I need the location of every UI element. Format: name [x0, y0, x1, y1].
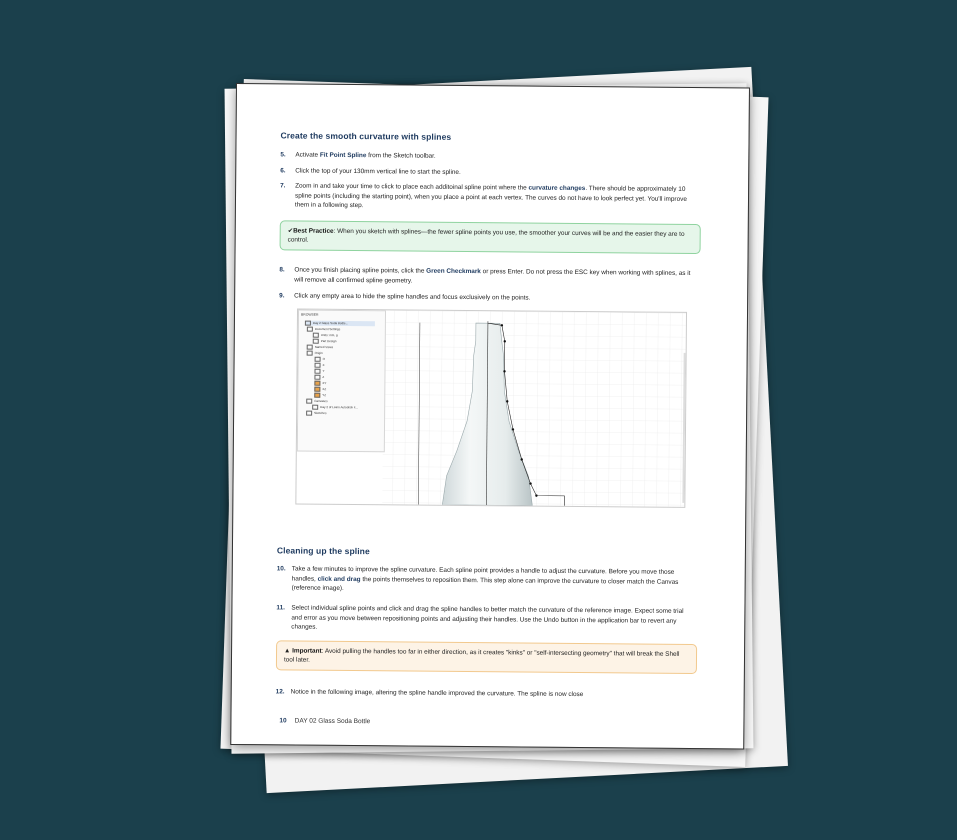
- browser-item[interactable]: Z: [314, 375, 324, 380]
- step-emphasis: Green Checkmark: [426, 267, 481, 276]
- document-page: [231, 84, 749, 748]
- browser-item[interactable]: Origin: [307, 351, 323, 356]
- browser-item[interactable]: Sketches: [306, 411, 326, 416]
- step-text: or press Enter. Do not press the ESC key when working with splines, as it will remove all confirmed spline geometry.: [294, 268, 691, 285]
- step-text: Click the top of your 130mm vertical line to start the spline.: [295, 167, 461, 176]
- step-10: [277, 564, 692, 596]
- page-footer: [279, 717, 370, 725]
- step-text: Once you finish placing spline points, click the: [294, 266, 427, 275]
- step-7: [280, 181, 695, 213]
- step-text: Click any empty area to hide the spline handles and focus exclusively on the points.: [294, 292, 531, 302]
- page-number: 10: [279, 717, 287, 725]
- step-number: 10.: [276, 565, 286, 573]
- step-text: Zoom in and take your time to click to place each additoinal spline point where the: [295, 182, 529, 192]
- section-title: Cleaning up the spline: [276, 545, 370, 557]
- browser-item[interactable]: Canvases: [306, 399, 327, 404]
- browser-item[interactable]: Day 2 of Learn Autodesk F...: [312, 405, 358, 410]
- browser-item[interactable]: XY: [314, 381, 326, 386]
- step-number: 8.: [279, 266, 285, 274]
- browser-item[interactable]: Document Settings: [307, 327, 340, 332]
- browser-panel[interactable]: [297, 310, 386, 453]
- callout-label: Important: [292, 647, 322, 655]
- best-practice-callout: [280, 220, 701, 254]
- important-callout: [276, 640, 697, 674]
- footer-text: DAY 02 Glass Soda Bottle: [294, 717, 371, 726]
- step-9: [279, 291, 694, 304]
- step-number: 9.: [279, 292, 285, 300]
- step-text: Notice in the following image, altering the spline handle improved the curvature. The spline is now close: [290, 688, 584, 699]
- callout-text: : Avoid pulling the handles too far in either direction, as it creates "kinks" or "self-intersecting geometry" that will break the Shell tool later.: [283, 647, 680, 664]
- step-number: 12.: [275, 688, 285, 696]
- step-text: Select individual spline points and click and drag the spline handles to better match the curvature of the reference image. Expect some trial and error as you move between repositioning points and adjusting their handles. Use the Undo button in the application bar to revert any changes.: [291, 604, 684, 631]
- browser-item[interactable]: Units: mm, g: [313, 333, 338, 338]
- callout-label: Best Practice: [293, 227, 334, 235]
- step-number: 5.: [280, 151, 286, 159]
- browser-item[interactable]: Day 2 Glass Soda Bottle...: [305, 321, 375, 327]
- step-text: . There should be approximately 10 spline points (including the starting point), when you place a point at each vertex. The curves do not have to look perfect yet. You'll improve them in a following step.: [294, 185, 687, 210]
- browser-item[interactable]: X: [315, 363, 325, 368]
- browser-item[interactable]: YZ: [314, 393, 326, 398]
- browser-item[interactable]: Part Design: [313, 339, 337, 344]
- browser-item[interactable]: Y: [314, 369, 324, 374]
- checkmark-icon: ✔: [287, 227, 294, 235]
- browser-item[interactable]: Named Views: [307, 345, 333, 350]
- step-12: [276, 687, 691, 700]
- step-11: [276, 603, 691, 635]
- fusion-screenshot: [295, 309, 687, 508]
- step-emphasis: Fit Point Spline: [319, 151, 367, 160]
- callout-text: : When you sketch with splines—the fewer spline points you use, the smoother your curves will be and the easier they are to control.: [287, 227, 685, 244]
- step-text: from the Sketch toolbar.: [366, 152, 436, 160]
- browser-title: BROWSER: [300, 312, 319, 317]
- step-emphasis: curvature changes: [528, 184, 586, 193]
- step-number: 6.: [280, 167, 286, 175]
- section-title: Create the smooth curvature with splines: [280, 130, 452, 142]
- step-text: Activate: [295, 151, 320, 159]
- step-text: the points themselves to reposition them. This step alone can improve the curvature to closer match the Canvas (reference image).: [291, 575, 679, 592]
- step-emphasis: click and drag: [317, 575, 361, 583]
- step-8: [279, 265, 694, 288]
- step-6: [280, 166, 695, 179]
- browser-item[interactable]: O: [315, 357, 325, 362]
- warning-icon: ▲: [284, 647, 291, 655]
- browser-item[interactable]: XZ: [314, 387, 326, 392]
- step-number: 11.: [276, 604, 285, 612]
- step-text: Take a few minutes to improve the spline curvature. Each spline point provides a handle to adjust the curvature. Before you move those handles,: [291, 565, 675, 583]
- step-5: [280, 150, 695, 163]
- step-number: 7.: [280, 182, 286, 190]
